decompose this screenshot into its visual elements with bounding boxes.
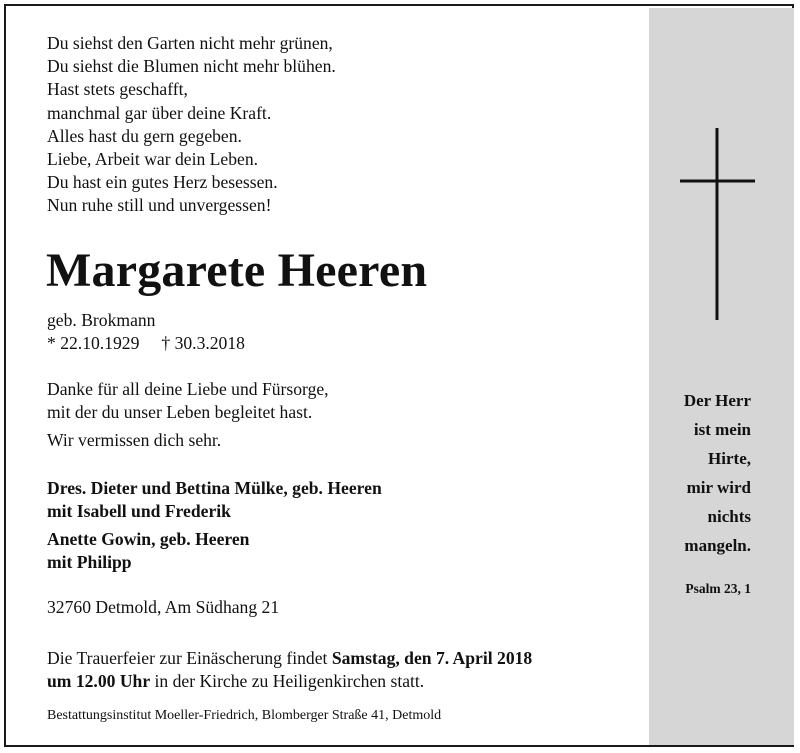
poem [47, 32, 336, 218]
family-line: mit Philipp [47, 552, 132, 572]
psalm-line: ist mein [693, 420, 751, 439]
psalm-quote [684, 386, 751, 560]
family-line: mit Isabell und Frederik [47, 501, 231, 521]
life-dates [47, 332, 267, 355]
poem-line: Du hast ein gutes Herz besessen. [47, 172, 278, 193]
psalm-line: Hirte, [708, 449, 751, 468]
poem-line: Alles hast du gern gegeben. [47, 125, 242, 146]
poem-line: Du siehst den Garten nicht mehr grünen, [47, 33, 333, 53]
sidebar-panel [649, 8, 794, 745]
family-line: Dres. Dieter und Bettina Mülke, geb. Heeren [47, 478, 382, 498]
funeral-location: in der Kirche zu Heiligenkirchen statt. [150, 671, 425, 691]
address: 32760 Detmold, Am Südhang 21 [47, 597, 280, 617]
psalm-line: nichts [707, 507, 751, 526]
death-date: † 30.3.2018 [161, 333, 245, 353]
psalm-line: mangeln. [684, 536, 751, 555]
thanks-text [47, 378, 329, 424]
funeral-info [47, 647, 627, 693]
undertaker: Bestattungsinstitut Moeller-Friedrich, Blomberger Straße 41, Detmold [47, 708, 442, 723]
poem-line: Hast stets geschafft, [47, 79, 188, 100]
maiden-name: geb. Brokmann [47, 310, 156, 330]
birth-info [47, 309, 267, 355]
cross-icon [649, 8, 794, 338]
deceased-name: Margarete Heeren [46, 244, 428, 297]
funeral-time: um 12.00 Uhr [47, 671, 151, 691]
poem-line: Nun ruhe still und unvergessen! [47, 195, 272, 216]
funeral-intro: Die Trauerfeier zur Einäscherung findet [47, 648, 332, 668]
psalm-reference: Psalm 23, 1 [685, 581, 751, 596]
birth-date: * 22.10.1929 [47, 333, 140, 353]
family-group-2 [47, 528, 249, 574]
thanks-line: mit der du unser Leben begleitet hast. [47, 402, 313, 422]
psalm-line: Der Herr [683, 391, 751, 410]
miss-line: Wir vermissen dich sehr. [47, 430, 222, 450]
family-group-1 [47, 477, 382, 523]
funeral-date: Samstag, den 7. April 2018 [331, 648, 533, 668]
poem-line: Du siehst die Blumen nicht mehr blühen. [47, 56, 336, 77]
poem-line: Liebe, Arbeit war dein Leben. [47, 149, 259, 170]
psalm-line: mir wird [686, 478, 751, 497]
family-line: Anette Gowin, geb. Heeren [47, 529, 250, 549]
poem-line: manchmal gar über deine Kraft. [47, 102, 272, 123]
thanks-line: Danke für all deine Liebe und Fürsorge, [47, 379, 329, 399]
